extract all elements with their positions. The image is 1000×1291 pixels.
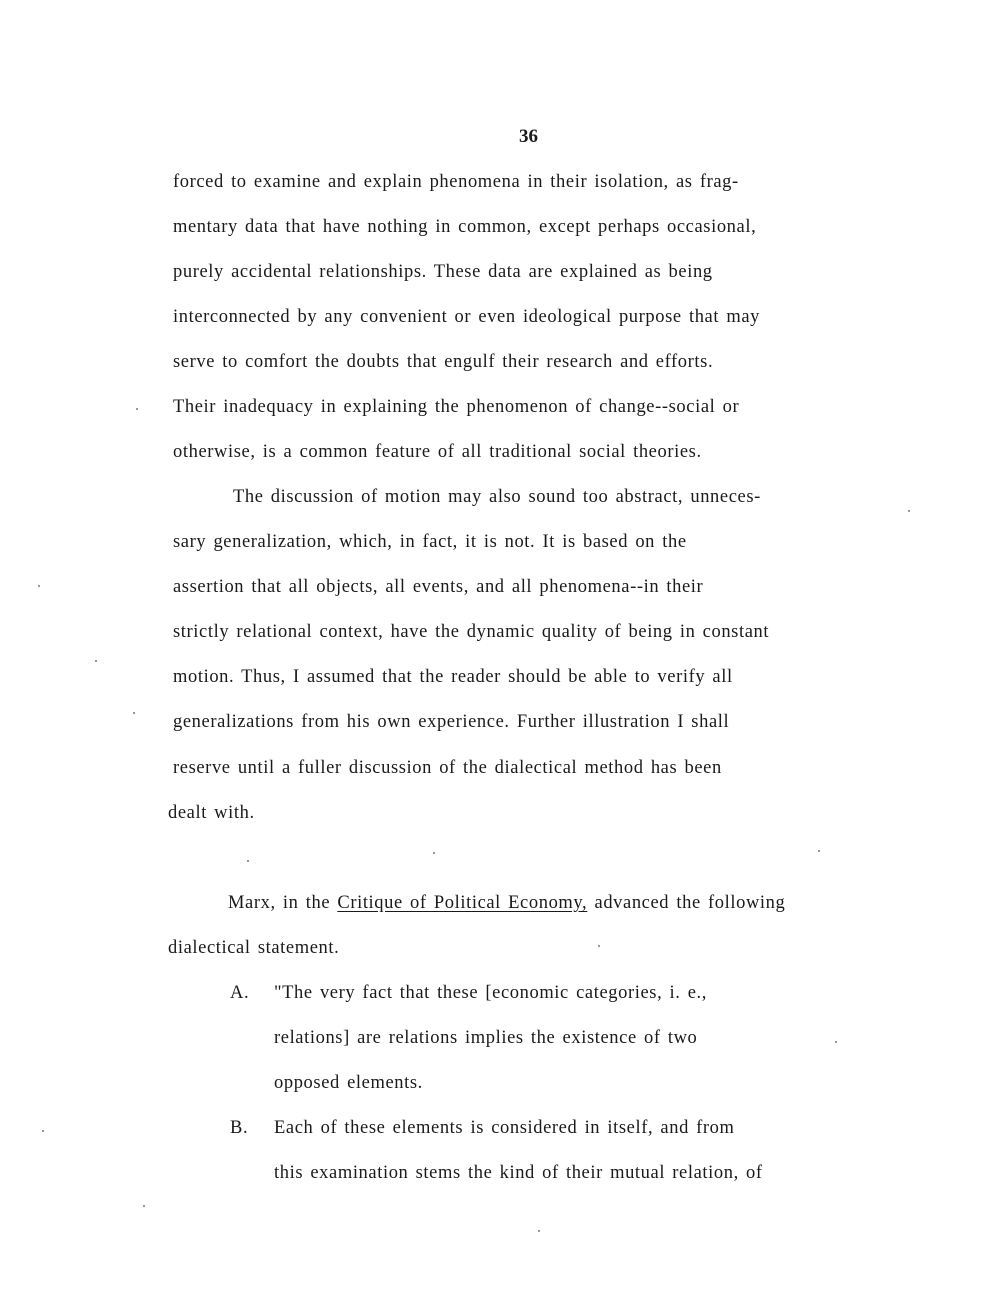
scan-speck — [598, 945, 600, 947]
scan-speck — [133, 712, 135, 714]
scan-speck — [818, 850, 820, 852]
text-line — [228, 891, 785, 915]
text-run: Marx, in the — [228, 893, 338, 913]
scan-speck — [38, 585, 40, 587]
scan-speck — [835, 1041, 837, 1043]
list-item-label: B. — [230, 1118, 249, 1138]
text-line: mentary data that have nothing in common, except perhaps occasional, — [173, 217, 757, 237]
text-line: strictly relational context, have the dynamic quality of being in constant — [173, 622, 770, 642]
text-line: The discussion of motion may also sound too abstract, unneces- — [233, 487, 761, 507]
text-line: motion. Thus, I assumed that the reader should be able to verify all — [173, 667, 733, 687]
text-line: sary generalization, which, in fact, it is not. It is based on the — [173, 532, 687, 552]
text-line: relations] are relations implies the existence of two — [274, 1028, 698, 1048]
book-title: Critique of Political Economy, — [337, 893, 588, 913]
text-line: dialectical statement. — [168, 938, 340, 958]
text-line: serve to comfort the doubts that engulf their research and efforts. — [173, 352, 714, 372]
text-line: Each of these elements is considered in itself, and from — [274, 1118, 735, 1138]
text-line: assertion that all objects, all events, and all phenomena--in their — [173, 577, 704, 597]
scan-speck — [247, 860, 249, 862]
text-line: forced to examine and explain phenomena in their isolation, as frag- — [173, 172, 739, 192]
scan-speck — [908, 510, 910, 512]
scan-speck — [433, 852, 435, 854]
page-number: 36 — [519, 126, 538, 147]
text-line: otherwise, is a common feature of all traditional social theories. — [173, 442, 702, 462]
text-line: interconnected by any convenient or even ideological purpose that may — [173, 307, 760, 327]
list-item-label: A. — [230, 983, 250, 1003]
scan-speck — [95, 660, 97, 662]
text-line: dealt with. — [168, 803, 255, 823]
text-line: this examination stems the kind of their mutual relation, of — [274, 1163, 763, 1183]
text-line: Their inadequacy in explaining the phenomenon of change--social or — [173, 397, 740, 417]
scan-speck — [538, 1230, 540, 1232]
scan-speck — [143, 1205, 145, 1207]
text-line: opposed elements. — [274, 1073, 423, 1093]
scan-speck — [136, 408, 138, 410]
text-line: reserve until a fuller discussion of the dialectical method has been — [173, 758, 722, 778]
text-line: "The very fact that these [economic categories, i. e., — [274, 983, 707, 1003]
text-line: generalizations from his own experience. Further illustration I shall — [173, 712, 730, 732]
scan-speck — [42, 1130, 44, 1132]
text-run: advanced the following — [587, 893, 786, 913]
text-line: purely accidental relationships. These data are explained as being — [173, 262, 713, 282]
